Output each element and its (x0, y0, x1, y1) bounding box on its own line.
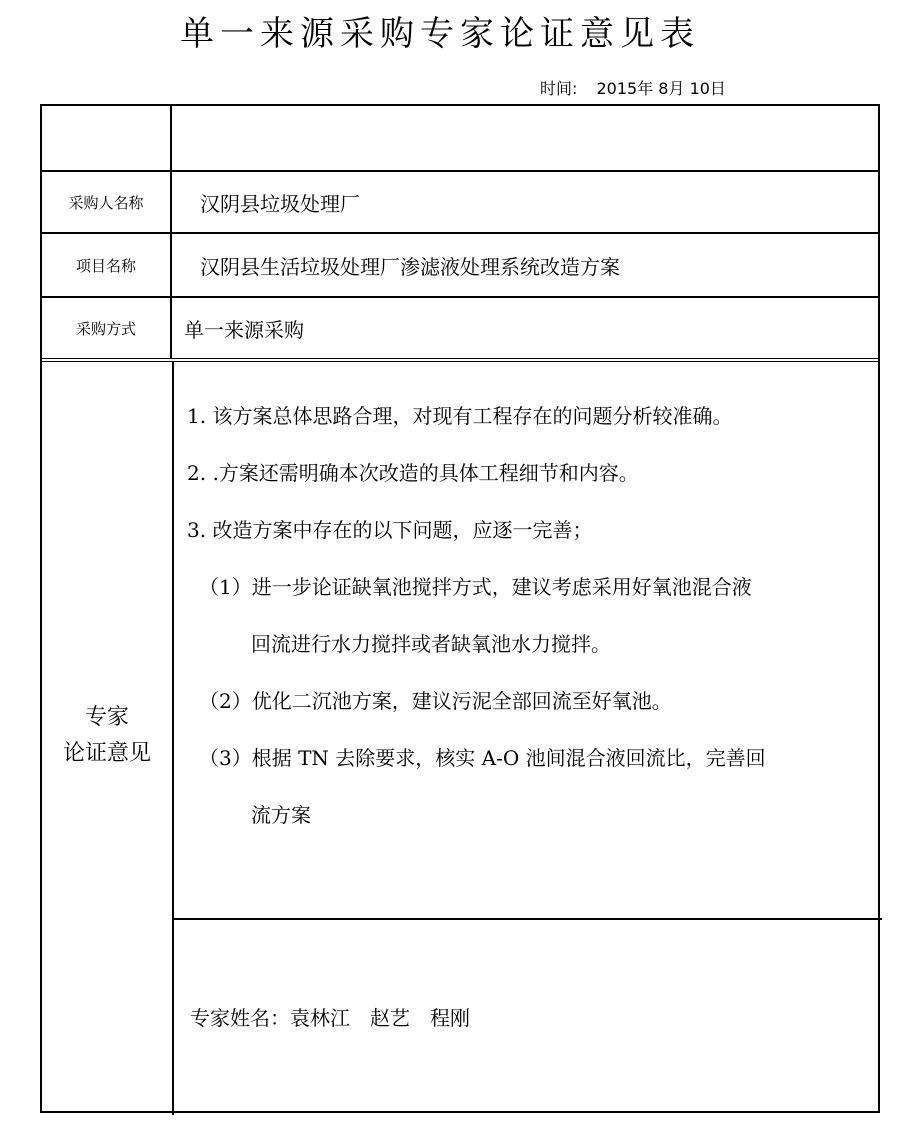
double-divider (42, 358, 878, 362)
date-line (540, 76, 740, 99)
project-row (42, 234, 878, 296)
method-value: 单一来源采购 (184, 317, 304, 342)
blank-row (42, 106, 878, 170)
page-title: 单一来源采购专家论证意见表 (180, 14, 700, 54)
opinion-item: 1. 该方案总体思路合理，对现有工程存在的问题分析较准确。 (187, 404, 733, 428)
expert-label: 专家姓名： (190, 1006, 290, 1030)
opinion-item: 流方案 (251, 803, 311, 827)
opinion-label (42, 700, 172, 772)
buyer-value: 汉阴县垃圾处理厂 (200, 191, 360, 216)
opinion-item: 2. .方案还需明确本次改造的具体工程细节和内容。 (187, 461, 639, 485)
blank-label-cell (42, 106, 172, 170)
opinion-item: 3. 改造方案中存在的以下问题，应逐一完善； (187, 518, 593, 542)
method-label: 采购方式 (42, 298, 172, 358)
opinion-item: 回流进行水力搅拌或者缺氧池水力搅拌。 (251, 632, 611, 656)
opinion-item: （1）进一步论证缺氧池搅拌方式，建议考虑采用好氧池混合液 (199, 575, 752, 599)
divider (172, 918, 882, 920)
opinion-text (187, 388, 877, 844)
buyer-row (42, 172, 878, 232)
date-value: 2015年 8月 10日 (596, 79, 726, 98)
project-label: 项目名称 (42, 234, 172, 296)
expert-names-value: 袁林江 赵艺 程刚 (290, 1006, 470, 1030)
opinion-item: （2）优化二沉池方案，建议污泥全部回流至好氧池。 (199, 689, 672, 713)
buyer-label: 采购人名称 (42, 172, 172, 232)
date-label: 时间: (540, 79, 578, 98)
column-divider (172, 362, 174, 1115)
method-row (42, 298, 878, 358)
opinion-item: （3）根据 TN 去除要求，核实 A-O 池间混合液回流比，完善回 (199, 746, 766, 770)
project-value: 汉阴县生活垃圾处理厂渗滤液处理系统改造方案 (200, 254, 620, 279)
opinion-form (40, 104, 880, 1113)
opinion-label-line2: 论证意见 (62, 741, 151, 766)
opinion-label-line1: 专家 (84, 705, 129, 730)
expert-names (190, 1002, 470, 1031)
